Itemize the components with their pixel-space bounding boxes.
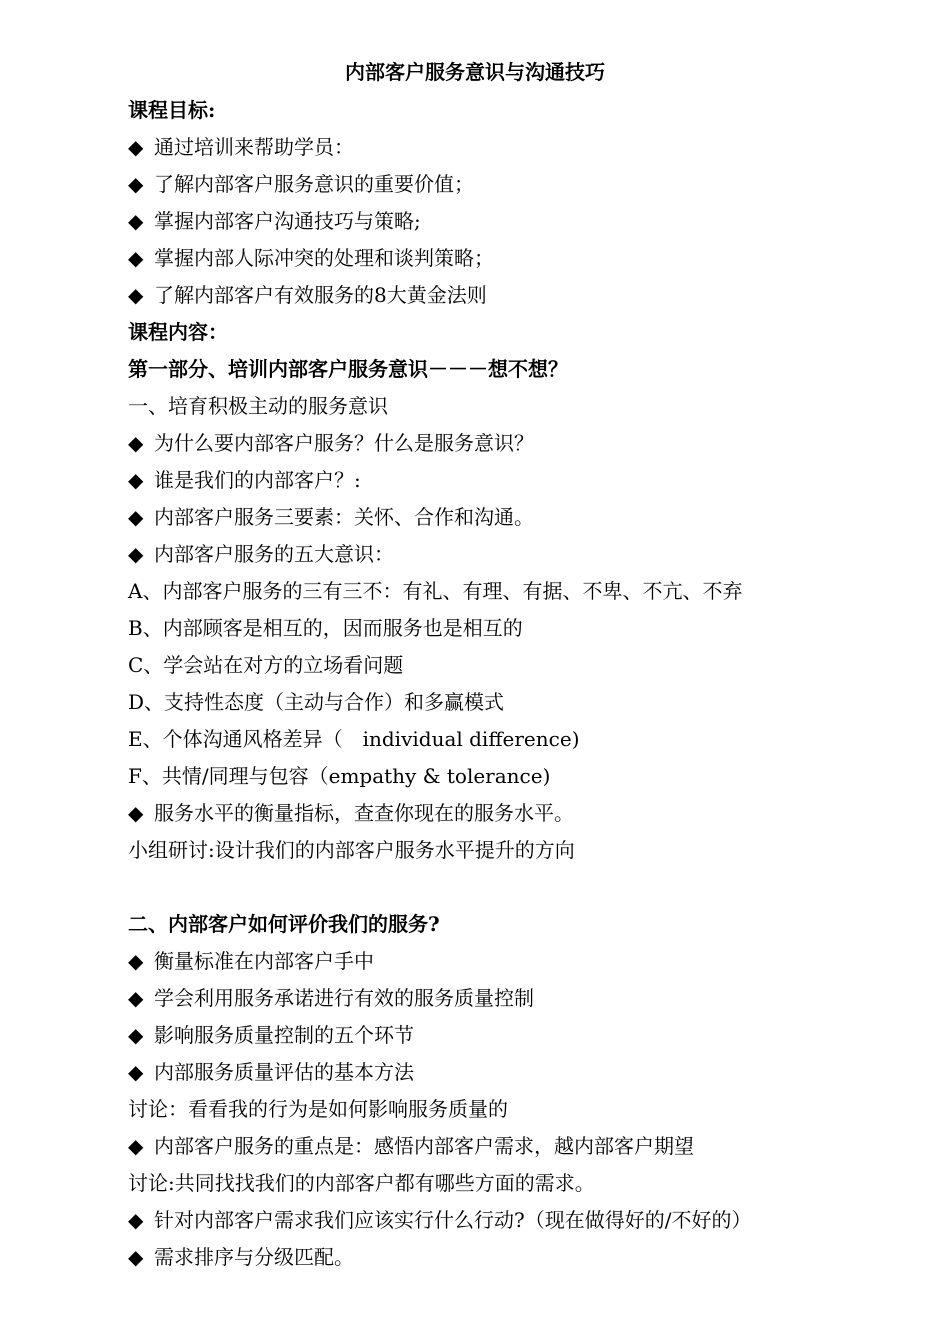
diamond-bullet-icon: ◆ xyxy=(128,1134,144,1158)
section1-discussion: 小组研讨:设计我们的内部客户服务水平提升的方向 xyxy=(128,838,575,862)
awareness-item-b: B、内部顾客是相互的，因而服务也是相互的 xyxy=(128,616,523,640)
diamond-bullet-icon: ◆ xyxy=(128,431,144,455)
section1-item: ◆ 服务水平的衡量指标，查查你现在的服务水平。 xyxy=(128,795,828,832)
section2-item: ◆ 学会利用服务承诺进行有效的服务质量控制 xyxy=(128,980,828,1017)
section2-heading: 二、内部客户如何评价我们的服务? xyxy=(128,912,440,936)
section2-discussion: 讨论：看看我的行为是如何影响服务质量的 xyxy=(128,1097,508,1121)
section1-heading: 一、培育积极主动的服务意识 xyxy=(128,394,388,418)
document-body xyxy=(128,92,828,1276)
diamond-bullet-icon: ◆ xyxy=(128,801,144,825)
section2-item: ◆ 需求排序与分级匹配。 xyxy=(128,1239,828,1276)
goal-item: ◆ 掌握内部客户沟通技巧与策略; xyxy=(128,203,828,240)
diamond-bullet-icon: ◆ xyxy=(128,172,144,196)
section2-item: ◆ 内部客户服务的重点是：感悟内部客户需求，越内部客户期望 xyxy=(128,1128,828,1165)
diamond-bullet-icon: ◆ xyxy=(128,283,144,307)
blank-line xyxy=(128,869,828,906)
section1-item: ◆ 谁是我们的内部客户？: xyxy=(128,462,828,499)
document-title: 内部客户服务意识与沟通技巧 xyxy=(345,60,605,84)
diamond-bullet-icon: ◆ xyxy=(128,246,144,270)
section2-item: ◆ 内部服务质量评估的基本方法 xyxy=(128,1054,828,1091)
diamond-bullet-icon: ◆ xyxy=(128,1023,144,1047)
diamond-bullet-icon: ◆ xyxy=(128,209,144,233)
diamond-bullet-icon: ◆ xyxy=(128,1208,144,1232)
diamond-bullet-icon: ◆ xyxy=(128,986,144,1010)
section2-discussion: 讨论:共同找找我们的内部客户都有哪些方面的需求。 xyxy=(128,1171,595,1195)
diamond-bullet-icon: ◆ xyxy=(128,542,144,566)
part1-heading: 第一部分、培训内部客户服务意识－－－想不想？ xyxy=(128,357,568,381)
diamond-bullet-icon: ◆ xyxy=(128,468,144,492)
diamond-bullet-icon: ◆ xyxy=(128,505,144,529)
goal-item: ◆ 通过培训来帮助学员： xyxy=(128,129,828,166)
awareness-item-e: E、个体沟通风格差异（ individual difference) xyxy=(128,727,580,751)
goal-item: ◆ 掌握内部人际冲突的处理和谈判策略； xyxy=(128,240,828,277)
awareness-item-d: D、支持性态度（主动与合作）和多赢模式 xyxy=(128,690,505,714)
diamond-bullet-icon: ◆ xyxy=(128,949,144,973)
awareness-item-f: F、共情/同理与包容（empathy & tolerance) xyxy=(128,764,551,788)
section2-item: ◆ 针对内部客户需求我们应该实行什么行动?（现在做得好的/不好的） xyxy=(128,1202,828,1239)
goal-item: ◆ 了解内部客户服务意识的重要价值； xyxy=(128,166,828,203)
diamond-bullet-icon: ◆ xyxy=(128,1245,144,1269)
section1-item: ◆ 内部客户服务的五大意识： xyxy=(128,536,828,573)
goal-item: ◆ 了解内部客户有效服务的8大黄金法则 xyxy=(128,277,828,314)
section2-item: ◆ 影响服务质量控制的五个环节 xyxy=(128,1017,828,1054)
goals-heading: 课程目标: xyxy=(128,98,216,122)
diamond-bullet-icon: ◆ xyxy=(128,135,144,159)
section1-item: ◆ 内部客户服务三要素：关怀、合作和沟通。 xyxy=(128,499,828,536)
section1-item: ◆ 为什么要内部客户服务？什么是服务意识？ xyxy=(128,425,828,462)
section2-item: ◆ 衡量标准在内部客户手中 xyxy=(128,943,828,980)
awareness-item-a: A、内部客户服务的三有三不：有礼、有理、有据、不卑、不亢、不弃 xyxy=(128,579,743,603)
awareness-item-c: C、学会站在对方的立场看问题 xyxy=(128,653,404,677)
content-heading: 课程内容： xyxy=(128,320,228,344)
diamond-bullet-icon: ◆ xyxy=(128,1060,144,1084)
